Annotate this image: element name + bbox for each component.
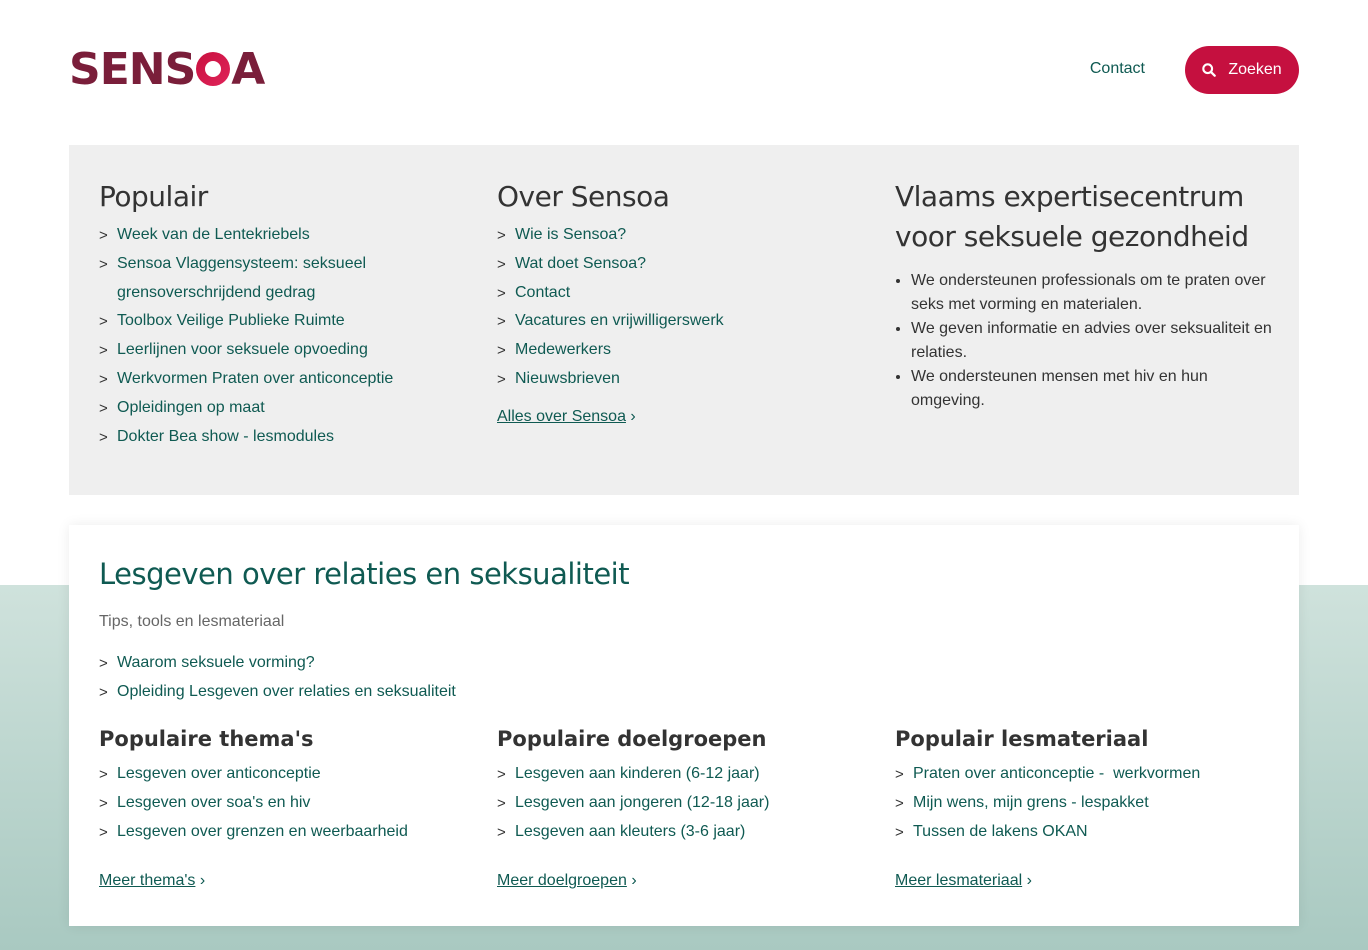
chevron-right-icon: › <box>199 872 206 890</box>
materials-more <box>895 872 1275 890</box>
list-item <box>99 307 459 336</box>
search-button-label: Zoeken <box>1228 61 1282 78</box>
teaching-title: Lesgeven over relaties en seksualiteit <box>99 557 630 591</box>
about-link[interactable]: Nieuwsbrieven <box>515 369 620 387</box>
more-materials-link[interactable]: Meer lesmateriaal <box>895 872 1023 890</box>
themes-title: Populaire thema's <box>99 727 314 751</box>
chevron-right-icon: › <box>631 872 637 890</box>
theme-link[interactable]: Lesgeven over soa's en hiv <box>117 793 311 811</box>
about-list <box>497 221 857 394</box>
chevron-right-icon: › <box>1026 872 1032 890</box>
list-item <box>497 279 857 308</box>
list-item <box>99 678 456 707</box>
material-link[interactable]: Mijn wens, mijn grens - lespakket <box>913 793 1149 811</box>
list-item <box>497 250 857 279</box>
targets-title: Populaire doelgroepen <box>497 727 767 751</box>
chevron-right-icon: › <box>630 407 636 425</box>
materials-list <box>895 760 1275 846</box>
targets-more <box>497 872 867 890</box>
about-link[interactable]: Contact <box>515 283 571 301</box>
list-item <box>99 789 469 818</box>
sensoa-logo[interactable]: SENS A <box>69 44 265 95</box>
materials-column <box>895 724 1275 890</box>
list-item: • We geven informatie en advies over seksualiteit en relaties. <box>911 317 1275 365</box>
site-header <box>69 40 1299 100</box>
list-item <box>99 365 459 394</box>
target-link[interactable]: Lesgeven aan kinderen (6-12 jaar) <box>515 765 760 782</box>
list-item: • We ondersteunen mensen met hiv en hun omgeving. <box>911 365 1275 413</box>
targets-column <box>497 724 867 890</box>
search-icon <box>1202 63 1216 77</box>
list-item <box>99 649 456 678</box>
more-targets-link[interactable]: Meer doelgroepen <box>497 872 627 890</box>
material-link[interactable]: Praten over anticonceptie - werkvormen <box>913 765 1201 782</box>
about-link[interactable]: Wat doet Sensoa? <box>515 254 647 272</box>
popular-link[interactable]: Opleidingen op maat <box>117 398 265 416</box>
theme-link[interactable]: Lesgeven over anticonceptie <box>117 765 321 782</box>
list-item <box>99 336 459 365</box>
list-item <box>99 760 469 789</box>
target-link[interactable]: Lesgeven aan jongeren (12-18 jaar) <box>515 793 770 811</box>
about-column <box>497 177 857 426</box>
popular-link[interactable]: Sensoa Vlaggensysteem: seksueel grensoverschrijdend gedrag <box>117 254 367 301</box>
expertise-title: Vlaams expertisecentrum voor seksuele gezondheid <box>895 180 1249 253</box>
list-item <box>99 221 459 250</box>
about-link[interactable]: Vacatures en vrijwilligerswerk <box>515 312 724 330</box>
list-item <box>497 307 857 336</box>
list-item <box>99 250 459 308</box>
popular-link[interactable]: Werkvormen Praten over anticonceptie <box>117 369 394 387</box>
theme-link[interactable]: Lesgeven over grenzen en weerbaarheid <box>117 822 408 840</box>
themes-column <box>99 724 469 890</box>
list-item <box>99 394 459 423</box>
list-item <box>497 365 857 394</box>
expertise-column <box>895 177 1275 413</box>
teaching-link[interactable]: Opleiding Lesgeven over relaties en seksualiteit <box>117 682 456 700</box>
about-title: Over Sensoa <box>497 180 670 213</box>
all-about-sensoa-link[interactable]: Alles over Sensoa <box>497 407 626 425</box>
teaching-link[interactable]: Waarom seksuele vorming? <box>117 654 315 671</box>
popular-link[interactable]: Toolbox Veilige Publieke Ruimte <box>117 312 345 330</box>
list-item <box>497 789 867 818</box>
search-button[interactable] <box>1185 46 1299 94</box>
materials-title: Populair lesmateriaal <box>895 727 1149 751</box>
targets-list <box>497 760 867 846</box>
list-item <box>497 818 867 847</box>
more-themes-link[interactable]: Meer thema's <box>99 872 196 890</box>
list-item <box>497 760 867 789</box>
list-item <box>895 789 1275 818</box>
material-link[interactable]: Tussen de lakens OKAN <box>913 822 1088 840</box>
popular-column <box>99 177 459 451</box>
popular-title: Populair <box>99 180 208 213</box>
teaching-subtitle: Tips, tools en lesmateriaal <box>99 613 285 630</box>
about-link[interactable]: Medewerkers <box>515 341 612 359</box>
list-item <box>895 760 1275 789</box>
nav-contact-link[interactable]: Contact <box>1089 60 1145 77</box>
list-item: • We ondersteunen professionals om te praten over seks met vorming en materialen. <box>911 269 1275 317</box>
list-item <box>497 336 857 365</box>
popular-list <box>99 221 459 451</box>
list-item <box>895 818 1275 847</box>
popular-link[interactable]: Dokter Bea show - lesmodules <box>117 427 334 445</box>
themes-more <box>99 872 469 890</box>
mega-menu-panel <box>69 145 1299 495</box>
popular-link[interactable]: Leerlijnen voor seksuele opvoeding <box>117 341 368 359</box>
list-item <box>99 423 459 452</box>
list-item <box>497 221 857 250</box>
themes-list <box>99 760 469 846</box>
target-link[interactable]: Lesgeven aan kleuters (3-6 jaar) <box>515 822 746 840</box>
teaching-links <box>99 649 456 707</box>
list-item <box>99 818 469 847</box>
teaching-panel <box>69 525 1299 926</box>
about-more <box>497 408 857 426</box>
about-link[interactable]: Wie is Sensoa? <box>515 226 627 243</box>
popular-link[interactable]: Week van de Lentekriebels <box>117 226 310 243</box>
expertise-list <box>895 269 1275 413</box>
